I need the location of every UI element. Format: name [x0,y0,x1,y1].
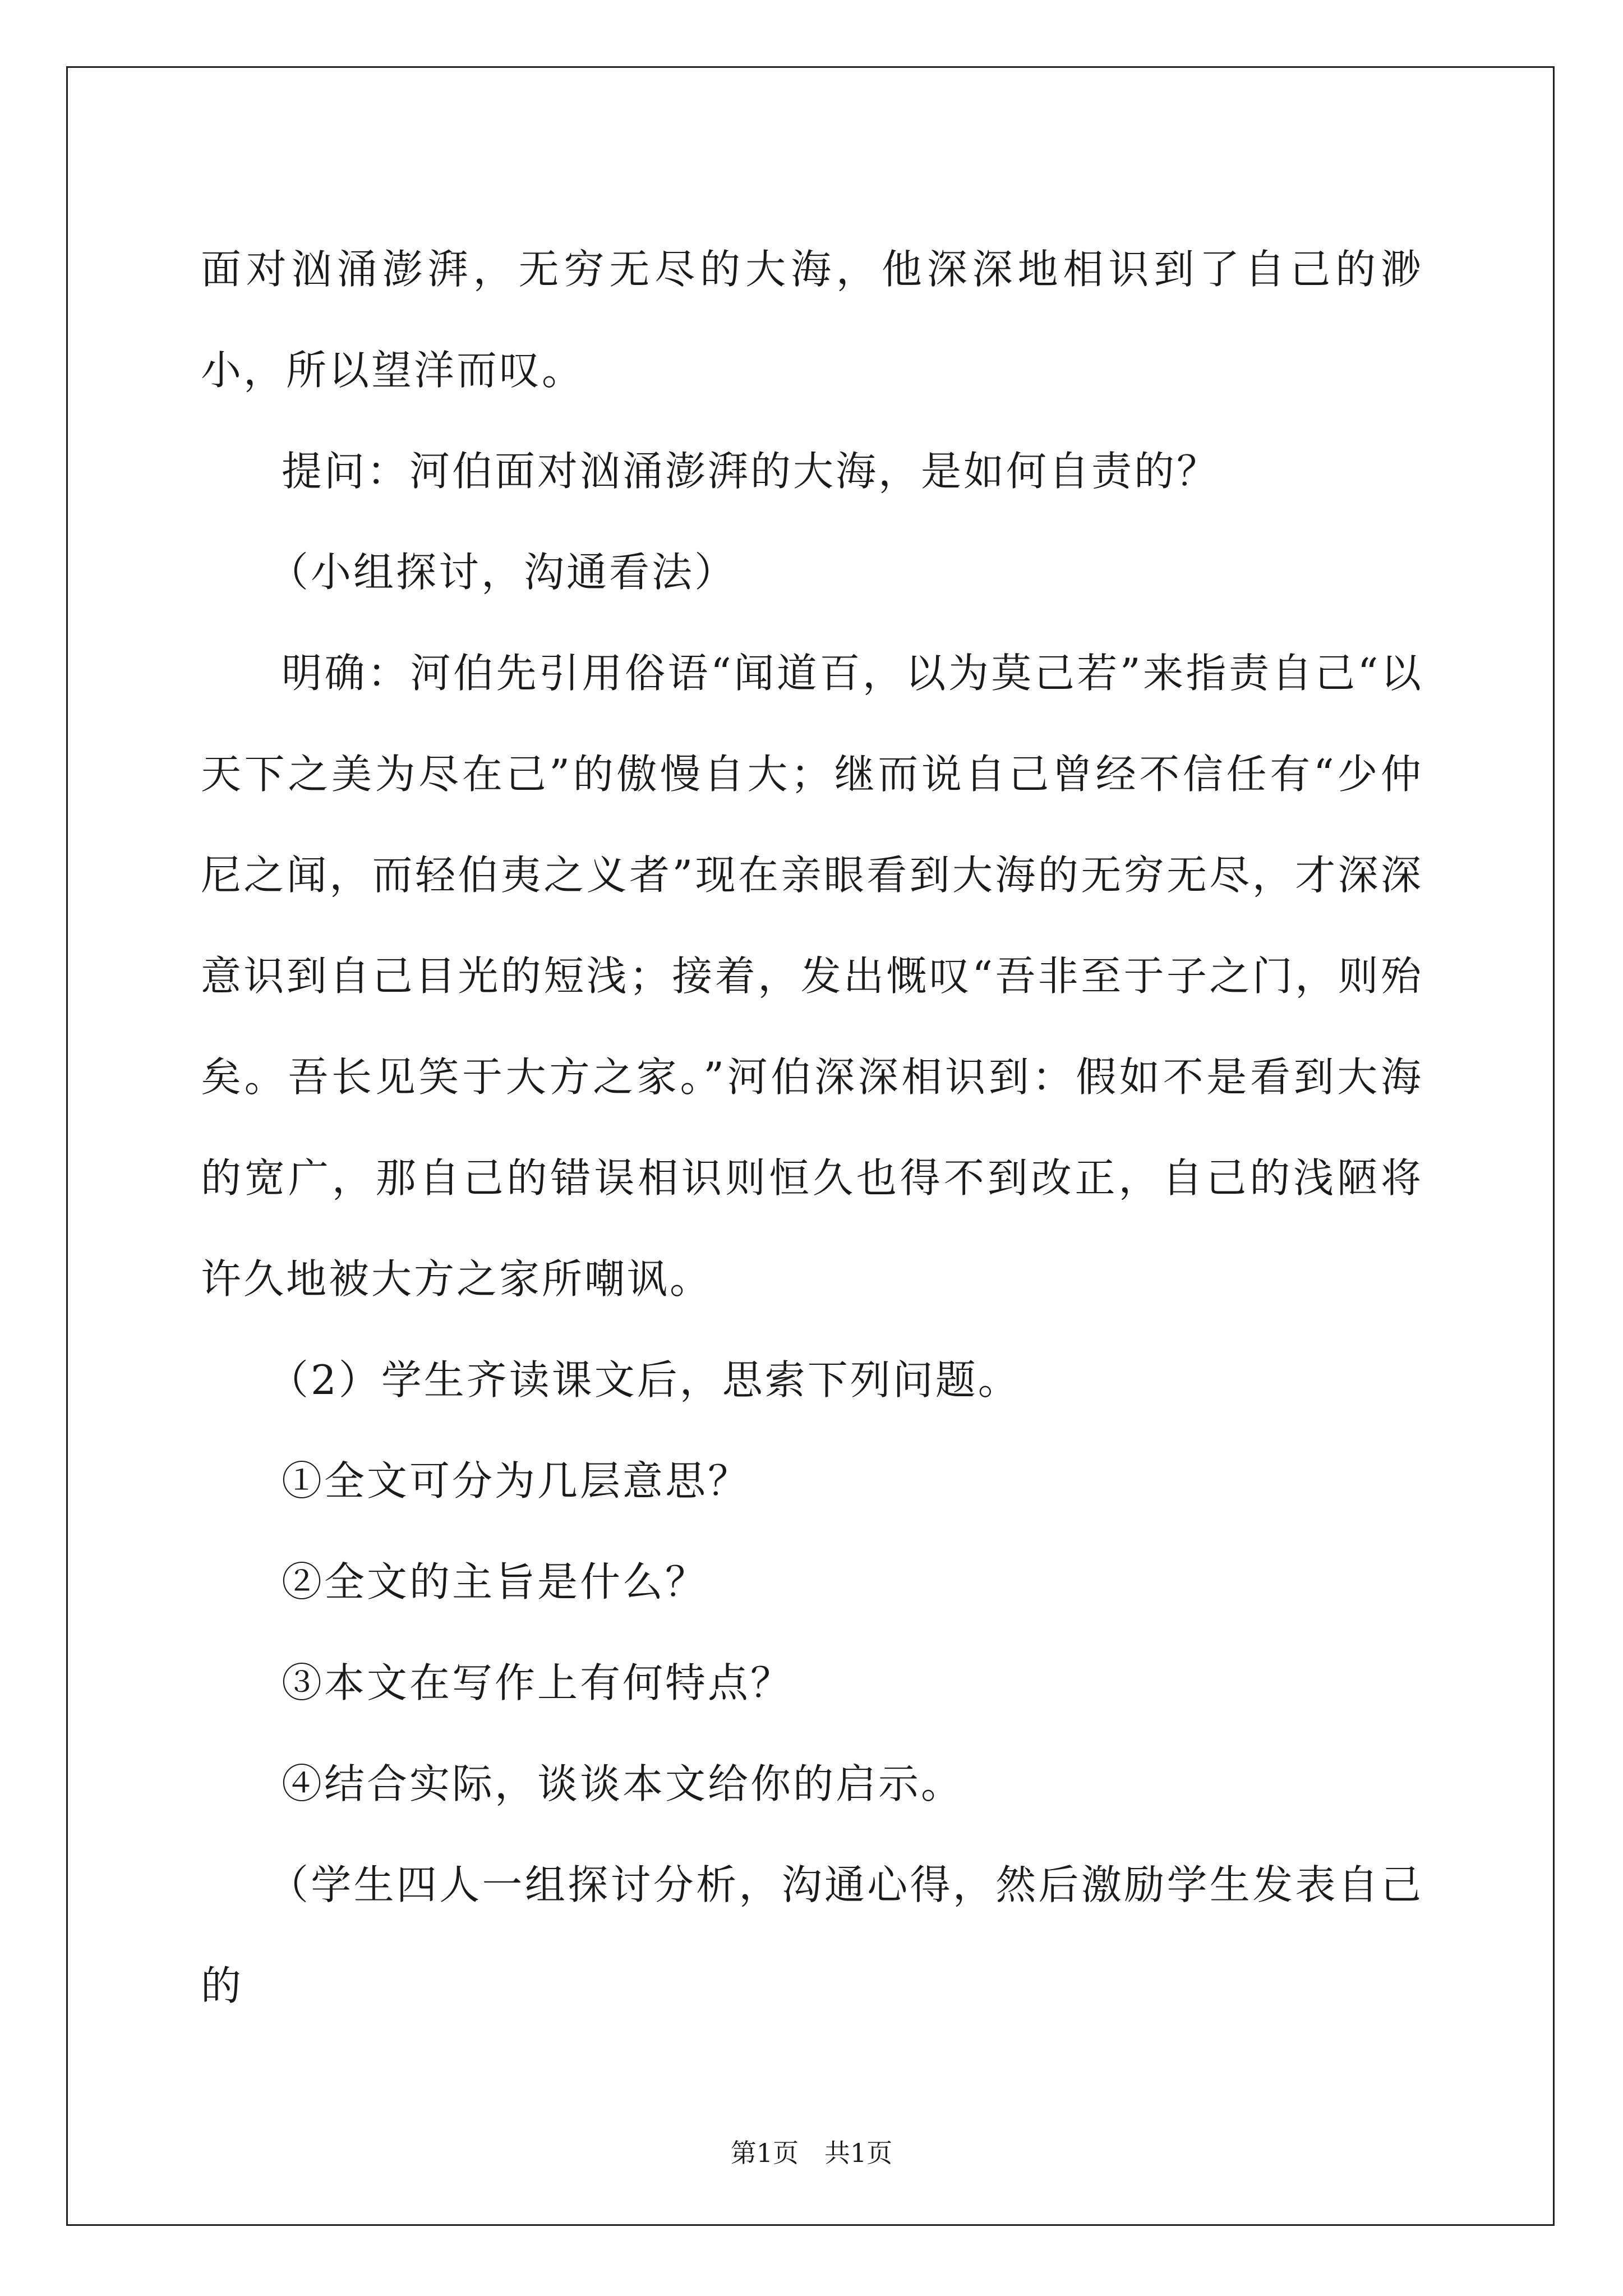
paragraph-3: （小组探讨，沟通看法） [268,549,737,596]
page-footer: 第1页 共1页 [730,2138,893,2168]
document-body [201,219,1423,2036]
paragraph-1: 面对汹涌澎湃，无穷无尽的大海，他深深地相识到了自己的渺小，所以望洋而叹。 [201,246,1423,394]
paragraph-9: ④结合实际，谈谈本文给你的启示。 [282,1760,964,1807]
paragraph-2: 提问：河伯面对汹涌澎湃的大海，是如何自责的？ [282,448,1220,495]
paragraph-10: （学生四人一组探讨分析，沟通心得，然后激励学生发表自己的 [201,1861,1423,2009]
paragraph-6: ①全文可分为几层意思？ [282,1457,751,1504]
paragraph-8: ③本文在写作上有何特点？ [282,1659,794,1706]
paragraph-5: （2）学生齐读课文后，思索下列问题。 [268,1356,1021,1404]
paragraph-7: ②全文的主旨是什么？ [282,1558,708,1605]
paragraph-4: 明确：河伯先引用俗语“闻道百，以为莫己若”来指责自己“以天下之美为尽在己”的傲慢自大；继而说自己曾经不信任有“少仲尼之闻，而轻伯夷之义者”现在亲眼看到大海的无穷无尽，才深深意识到自己目光的短浅；接着，发出慨叹“吾非至于子之门，则殆矣。吾长见笑于大方之家。”河伯深深相识到：假如不是看到大海的宽广，那自己的错误相识则恒久也得不到改正，自己的浅陋将许久地被大方之家所嘲讽。 [201,650,1423,1303]
